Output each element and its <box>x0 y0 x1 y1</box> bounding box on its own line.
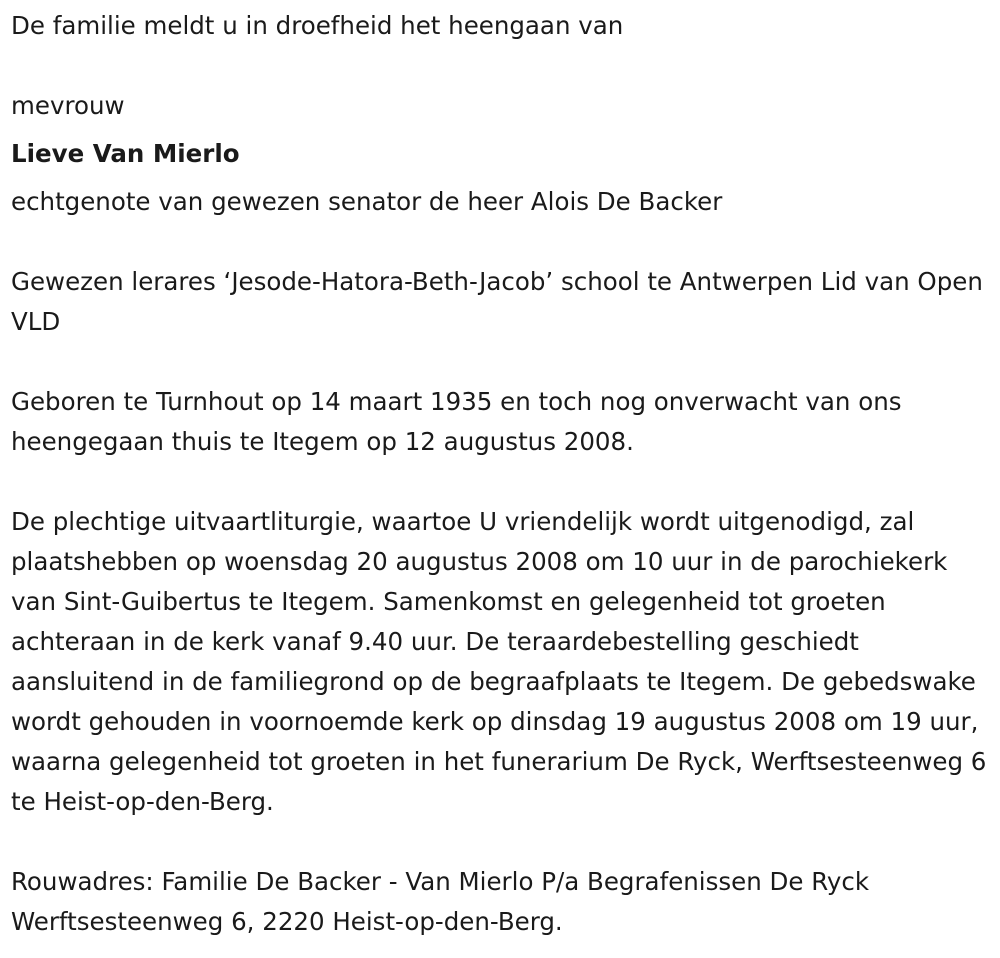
title-text: mevrouw <box>11 91 125 120</box>
intro-text: De familie meldt u in droefheid het heengaan van <box>11 11 624 40</box>
funeral-text: De plechtige uitvaartliturgie, waartoe U vriendelijk wordt uitgenodigd, zal plaatshebben op woensdag 20 augustus 2008 om 10 uur in de parochiekerk van Sint-Guibertus te Itegem. Samenkomst en gelegenheid tot groeten achteraan in de kerk vanaf 9.40 uur. De teraardebestelling geschiedt aansluitend in de familiegrond op de begraafplaats te Itegem. De gebedswake wordt gehouden in voornoemde kerk op dinsdag 19 augustus 2008 om 19 uur, waarna gelegenheid tot groeten in het funerarium De Ryck, Werftsesteenweg 6 te Heist-op-den-Berg. <box>11 507 987 816</box>
address-text: Rouwadres: Familie De Backer - Van Mierlo P/a Begrafenissen De Ryck Werftsesteenweg 6, 2220 Heist-op-den-Berg. <box>11 867 870 936</box>
spouse-text: echtgenote van gewezen senator de heer Alois De Backer <box>11 187 723 216</box>
birth-death-text: Geboren te Turnhout op 14 maart 1935 en toch nog onverwacht van ons heengegaan thuis te Itegem op 12 augustus 2008. <box>11 387 902 456</box>
deceased-name: Lieve Van Mierlo <box>11 139 240 168</box>
occupation-text: Gewezen lerares ‘Jesode-Hatora-Beth-Jacob’ school te Antwerpen Lid van Open VLD <box>11 267 983 336</box>
